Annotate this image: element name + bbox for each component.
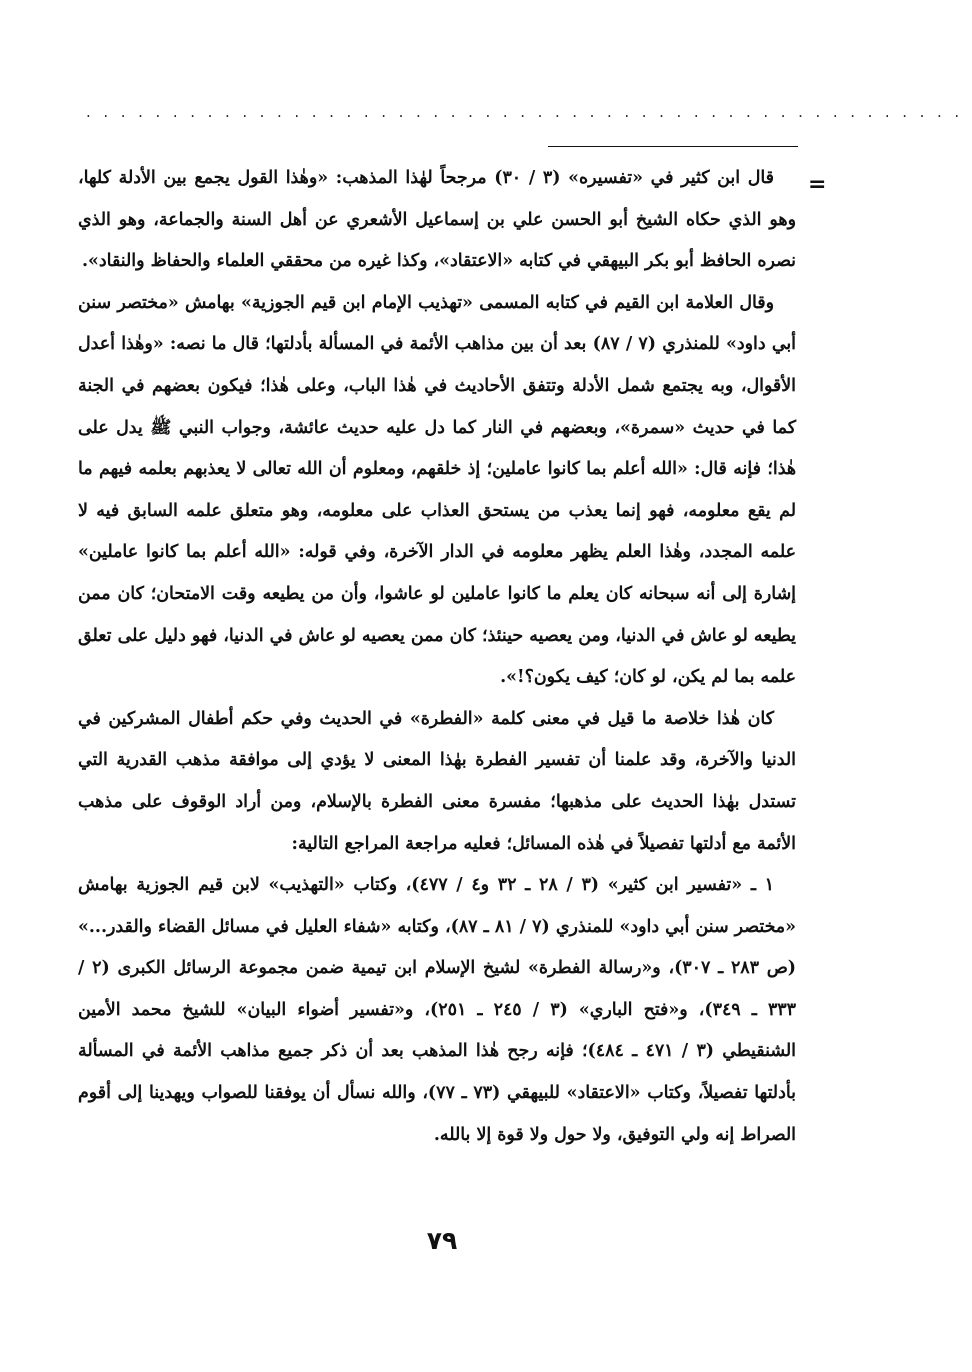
paragraph-summary: كان هٰذا خلاصة ما قيل في معنى كلمة «الفطرة» في الحديث وفي حكم أطفال المشركين في الدنيا والآخرة، وقد علمنا أن تفسير الفطرة بهٰذا المعنى لا يؤدي إلى موافقة مذهب القدرية التي تستدل بهٰذا الحديث على مذهبها؛ مفسرة معنى الفطرة بالإسلام، ومن أراد الوقوف على مذهب الأئمة مع أدلتها تفصيلاً في هٰذه المسائل؛ فعليه مراجعة المراجع التالية: (78, 708, 796, 854)
continuation-mark: = (808, 172, 827, 197)
footnote-rule (548, 146, 798, 147)
paragraph-ibn-kathir: قال ابن كثير في «تفسيره» (٣ / ٣٠) مرجحاً لهٰذا المذهب: «وهٰذا القول يجمع بين الأدلة كلها، وهو الذي حكاه الشيخ أبو الحسن علي بن إسماعيل الأشعري عن أهل السنة والجماعة، وهو الذي نصره الحافظ أبو بكر البيهقي في كتابه «الاعتقاد»، وكذا غيره من محققي العلماء والحفاظ والنقاد». (78, 168, 796, 272)
paragraph-ibn-al-qayyim: وقال العلامة ابن القيم في كتابه المسمى «تهذيب الإمام ابن قيم الجوزية» بهامش «مختصر سنن أبي داود» للمنذري (٧ / ٨٧) بعد أن بين مذاهب الأئمة في المسألة بأدلتها؛ قال ما نصه: «وهٰذا أعدل الأقوال، وبه يجتمع شمل الأدلة وتتفق الأحاديث في هٰذا الباب، وعلى هٰذا؛ فيكون بعضهم في الجنة كما في حديث «سمرة»، وبعضهم في النار كما دل عليه حديث عائشة، وجواب النبي ﷺ يدل على هٰذا؛ فإنه قال: «الله أعلم بما كانوا عاملين؛ إذ خلقهم، ومعلوم أن الله تعالى لا يعذبهم بعلمه فيهم ما لم يقع معلومه، فهو إنما يعذب من يستحق العذاب على معلومه، وهو متعلق علمه السابق فيه لا علمه المجدد، وهٰذا العلم يظهر معلومه في الدار الآخرة، وفي قوله: «الله أعلم بما كانوا عاملين» إشارة إلى أنه سبحانه كان يعلم ما كانوا عاملين لو عاشوا، وأن من يطيعه وقت الامتحان؛ كان ممن يطيعه لو عاش في الدنيا، ومن يعصيه حينئذ؛ كان ممن يعصيه لو عاش في الدنيا، فهو دليل على تعلق علمه بما لم يكن، لو كان؛ كيف يكون؟!». (78, 292, 796, 688)
paragraph-references: ١ ـ «تفسير ابن كثير» (٣ / ٢٨ ـ ٣٢ و٤ / ٤٧٧)، وكتاب «التهذيب» لابن قيم الجوزية بهامش «مختصر سنن أبي داود» للمنذري (٧ / ٨١ ـ ٨٧)، وكتابه «شفاء العليل في مسائل القضاء والقدر...» (ص ٢٨٣ ـ ٣٠٧)، و«رسالة الفطرة» لشيخ الإسلام ابن تيمية ضمن مجموعة الرسائل الكبرى (٢ / ٣٣٣ ـ ٣٤٩)، و«فتح الباري» (٣ / ٢٤٥ ـ ٢٥١)، و«تفسير أضواء البيان» للشيخ محمد الأمين الشنقيطي (٣ / ٤٧١ ـ ٤٨٤)؛ فإنه رجح هٰذا المذهب بعد أن ذكر جميع مذاهب الأئمة في المسألة بأدلتها تفصيلاً، وكتاب «الاعتقاد» للبيهقي (٧٣ ـ ٧٧)، والله نسأل أن يوفقنا للصواب ويهدينا إلى أقوم الصراط إنه ولي التوفيق، ولا حول ولا قوة إلا بالله. (78, 875, 796, 1145)
dotted-separator: ................................................... (86, 103, 972, 121)
footnote-text (78, 158, 796, 1156)
page-number: ٧٩ (426, 1226, 458, 1255)
